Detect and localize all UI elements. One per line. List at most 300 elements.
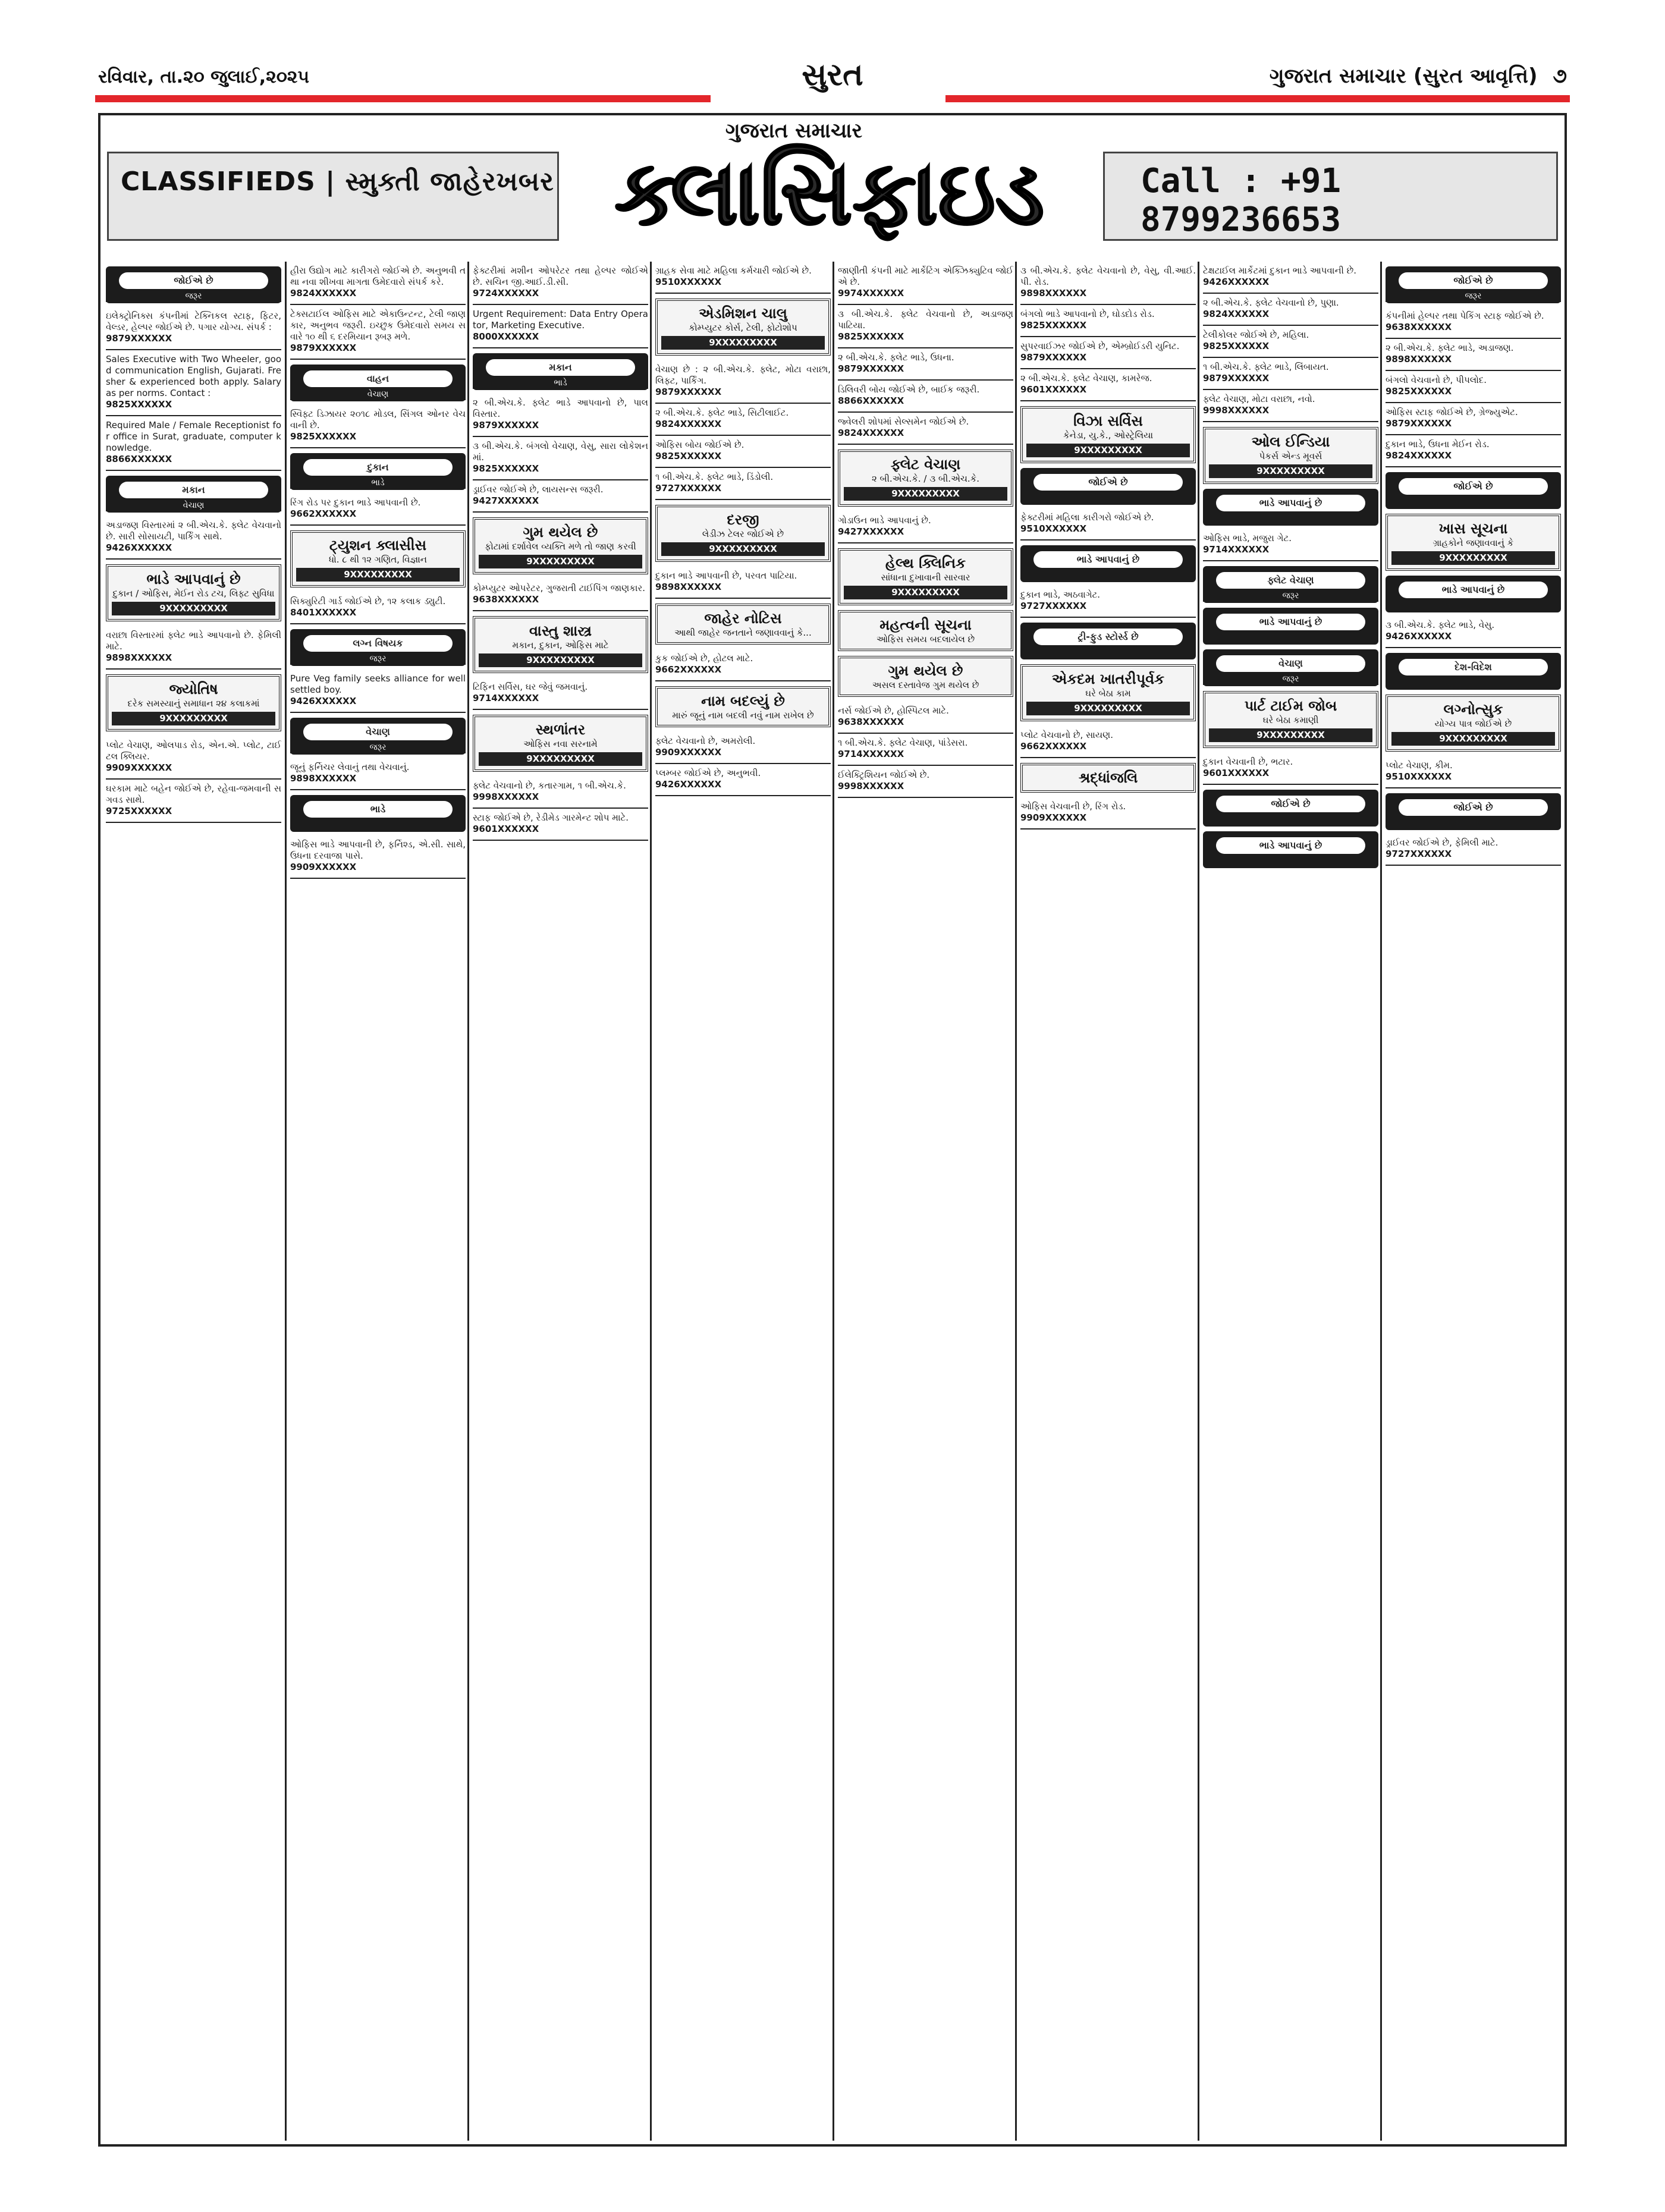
ad-phone: 9879XXXXXX [838,363,904,374]
category-title: ભાડે આપવાનું છે [1216,614,1365,630]
display-ad-heading: દરજી [727,511,759,528]
ad-text: ૧ બી.એચ.કે. ફ્લેટ વેચાણ, પાંડેસરા. [838,737,968,748]
publication-name: ગુજરાત સમાચાર (સુરત આવૃત્તિ) [1269,64,1538,88]
display-ad-box [655,686,831,727]
classified-ad [838,766,1013,798]
ad-text: ૩ બી.એચ.કે. બંગલો વેચાણ, વેસુ, સારા લોકેશનમાં. [473,441,648,463]
ad-phone: 9825XXXXXX [290,431,357,442]
ad-phone: 9427XXXXXX [473,495,539,506]
classified-ad [473,579,648,611]
classified-ad [106,626,281,670]
display-ad-text: દુકાન / ઓફિસ, મેઈન રોડ ટચ, લિફ્ટ સુવિધા [112,588,275,599]
classified-ad [655,436,831,468]
ad-text: ૨ બી.એચ.કે. ફ્લેટ ભાડે, સિટીલાઈટ. [655,407,789,418]
classified-banner [104,119,1561,250]
display-ad-text: કોમ્પ્યુટર કોર્સ, ટેલી, ફોટોશોપ [689,322,797,333]
display-ad-text: મકાન, દુકાન, ઓફિસ માટે [512,640,609,651]
classified-ad [1386,339,1561,371]
ad-phone: 9898XXXXXX [1386,354,1452,365]
display-ad-heading: શ્રદ્ધાંજલિ [1078,769,1138,786]
ad-text: ૧ બી.એચ.કે. ફ્લેટ ભાડે, લિંબાયત. [1203,362,1329,372]
display-ad-phone: 9XXXXXXXXX [1391,551,1555,565]
classified-ad [1386,756,1561,788]
display-ad-box [838,656,1013,697]
ad-text: ૩ બી.એચ.કે. ફ્લેટ ભાડે, વેસુ. [1386,620,1495,630]
column-6 [1015,262,1199,2141]
display-ad-text: પેકર્સ એન્ડ મૂવર્સ [1259,451,1322,461]
display-ad-phone: 9XXXXXXXXX [296,568,460,582]
classified-ad [290,592,466,624]
category-subtitle: જરૂર [290,741,466,753]
classified-ad [106,416,281,471]
classified-ad [1203,294,1378,326]
category-subtitle: વેચાણ [290,388,466,400]
classified-ad [1203,262,1378,294]
classified-ad [473,305,648,348]
classified-ad [838,305,1013,348]
category-header [106,266,281,303]
ad-text: ઈલેક્ટ્રિશિયન જોઈએ છે. [838,769,930,780]
display-ad-text: અસલ દસ્તાવેજ ગુમ થયેલ છે [872,680,979,690]
banner-left-title: CLASSIFIEDS | સ્મુક્તી જાહેરખબર [121,166,554,197]
display-ad-heading: જાહેર નોટિસ [704,610,782,627]
display-ad-text: ૨ બી.એચ.કે. / ૩ બી.એચ.કે. [871,473,980,484]
ad-text: નર્સ જોઈએ છે, હોસ્પિટલ માટે. [838,705,949,716]
ad-phone: 9898XXXXXX [655,582,722,592]
display-ad-heading: જ્યોતિષ [169,681,218,697]
edition-city: સુરત [802,57,863,93]
ad-text: કોમ્પ્યુટર ઓપરેટર, ગુજરાતી ટાઈપિંગ જાણકાર. [473,583,645,593]
display-ad-text: ઘરે બેઠા કામ [1085,688,1131,699]
ad-text: જાણીતી કંપની માટે માર્કેટિંગ એક્ઝિક્યુટિવ જોઈએ છે. [838,265,1013,287]
classified-ad [1386,435,1561,467]
ad-text: ઘરકામ માટે બહેન જોઈએ છે, રહેવા-જમવાની સગવડ સાથે. [106,783,281,805]
ad-text: જૂનું ફર્નિચર લેવાનું તથા વેચવાનું. [290,762,410,772]
category-title: ભાડે [303,801,453,818]
display-ad-box [1386,514,1561,571]
classified-ad [1203,529,1378,561]
ad-phone: 9974XXXXXX [838,288,904,299]
classified-ad [838,381,1013,413]
display-ad-heading: સ્થળાંતર [535,721,586,738]
display-ad-heading: ખાસ સૂચના [1438,520,1508,537]
display-ad-text: મારું જૂનું નામ બદલી નવું નામ રાખેલ છે [672,710,814,721]
ad-text: ડ્રાઈવર જોઈએ છે, ફેમિલી માટે. [1386,837,1498,848]
display-ad-text: યોગ્ય પાત્ર જોઈએ છે [1434,718,1512,729]
ad-phone: 8866XXXXXX [106,454,172,464]
ad-text: સુપરવાઈઝર જોઈએ છે, એમ્બ્રોઈડરી યુનિટ. [1020,341,1180,351]
classified-ad [106,350,281,416]
ad-text: ૩ બી.એચ.કે. ફ્લેટ વેચવાનો છે, વેસુ, વી.આઈ.પી. રોડ. [1020,265,1196,287]
category-title: ફ્લેટ વેચાણ [1216,572,1365,589]
column-5 [832,262,1017,2141]
category-subtitle: વેચાણ [106,499,281,511]
ad-text: ડ્રાઈવર જોઈએ છે, લાયસન્સ જરૂરી. [473,484,604,495]
classified-ad [1386,371,1561,403]
category-header [1203,831,1378,868]
ad-phone: 9510XXXXXX [1386,771,1452,782]
classified-ad [290,835,466,879]
ad-text: ૨ બી.એચ.કે. ફ્લેટ વેચાણ, કામરેજ. [1020,373,1152,384]
category-header [1020,545,1196,582]
ad-phone: 9727XXXXXX [1386,849,1452,859]
classified-ad [655,360,831,404]
ad-text: ઓફિસ ભાડે, મજુરા ગેટ. [1203,533,1292,543]
ad-text: સ્વિફ્ટ ડિઝાયર ૨૦૧૮ મોડલ, સિંગલ ઓનર વેચવાની છે. [290,409,466,431]
ad-text: કંપનીમાં હેલ્પર તથા પેકિંગ સ્ટાફ જોઈએ છે. [1386,310,1544,321]
call-number: Call : +91 8799236653 [1141,162,1342,239]
display-ad-phone: 9XXXXXXXXX [1209,728,1372,742]
display-ad-box [655,299,831,356]
display-ad-text: ગ્રાહકોને જણાવવાનું કે [1432,538,1514,548]
display-ad-box [838,450,1013,507]
ad-text: ૩ બી.એચ.કે. ફ્લેટ વેચવાનો છે, અડાજણ પાટિયા. [838,309,1013,331]
category-header [1020,468,1196,505]
column-content [469,262,652,841]
display-ad-text: ફોટામાં દર્શાવેલ વ્યક્તિ મળે તો જાણ કરવી [485,541,636,552]
category-title: જોઈએ છે [1399,272,1548,289]
display-ad-box [290,530,466,587]
display-ad-box [838,610,1013,651]
category-subtitle: જરૂર [1203,673,1378,685]
classified-ad [655,732,831,764]
display-ad-phone: 9XXXXXXXXX [479,653,642,667]
ad-text: વેચાણ છે : ૨ બી.એચ.કે. ફ્લેટ, મોટા વરાછા, લિફ્ટ, પાર્કિંગ. [655,364,831,386]
classified-ad [838,413,1013,445]
classified-ad [655,404,831,436]
column-content [834,262,1017,798]
classified-ad [473,394,648,437]
classified-ad [1020,337,1196,369]
display-ad-phone: 9XXXXXXXXX [844,487,1007,501]
display-ad-box [1203,691,1378,748]
issue-date: રવિવાર, તા.૨૦ જુલાઈ,૨૦૨૫ [98,67,310,87]
ad-phone: 9879XXXXXX [655,387,722,397]
ad-text: ૨ બી.એચ.કે. ફ્લેટ વેચવાનો છે, પુણા. [1203,297,1339,308]
display-ad-phone: 9XXXXXXXXX [112,602,275,615]
ad-text: ટેક્ષટાઈલ માર્કેટમાં દુકાન ભાડે આપવાની છે. [1203,265,1357,276]
display-ad-text: ઓફિસ સમય બદલાયેલ છે [876,634,975,645]
display-ad-box [473,517,648,574]
category-title: વાહન [303,370,453,387]
classified-ad [290,758,466,790]
ad-text: દુકાન ભાડે, ઉધના મેઈન રોડ. [1386,439,1490,450]
classified-columns [102,262,1563,2141]
ad-text: ફેક્ટરીમાં મહિલા કારીગરો જોઈએ છે. [1020,512,1154,523]
category-subtitle: ભાડે [473,377,648,389]
ad-phone: 9825XXXXXX [838,331,904,342]
category-header [473,353,648,390]
display-ad-phone: 9XXXXXXXXX [1391,732,1555,746]
classified-ad [1386,616,1561,648]
banner-right-box [1103,152,1558,241]
red-rule-right [945,95,1570,102]
ad-phone: 9998XXXXXX [473,791,539,802]
ad-text: કુક જોઈએ છે, હોટલ માટે. [655,653,753,664]
ad-phone: 9426XXXXXX [655,779,722,790]
category-header [1386,653,1561,690]
display-ad-heading: એડમિશન ચાલુ [699,305,787,322]
classified-ad [838,511,1013,543]
ad-phone: 9426XXXXXX [106,542,172,553]
classified-ad [473,678,648,710]
ad-text: પ્લોટ વેચાણ, ઓલપાડ રોડ, એન.એ. પ્લોટ, ટાઈટલ ક્લિયર. [106,740,281,762]
ad-text: પ્લોટ વેચાણ, કીમ. [1386,760,1453,771]
display-ad-box [1020,763,1196,793]
display-ad-box [1386,695,1561,752]
column-3 [467,262,652,2141]
category-header [290,629,466,666]
classified-ad [655,567,831,599]
classified-ad [473,437,648,480]
ad-phone: 9825XXXXXX [1020,320,1087,331]
ad-phone: 9909XXXXXX [655,747,722,758]
ad-phone: 9825XXXXXX [106,399,172,410]
category-header [1203,608,1378,645]
display-ad-heading: લગ્નોત્સુક [1443,701,1503,718]
classified-ad [473,809,648,841]
classified-ad [1203,390,1378,422]
ad-phone: 9909XXXXXX [1020,812,1087,823]
classified-ad [838,262,1013,305]
ad-phone: 8000XXXXXX [473,331,539,342]
ad-text: ઓફિસ સ્ટાફ જોઈએ છે, ગ્રેજ્યુએટ. [1386,407,1518,417]
ad-phone: 9714XXXXXX [1203,544,1270,555]
column-content [1199,262,1382,868]
ad-text: Required Male / Female Receptionist for office in Surat, graduate, computer knowledge. [106,420,281,453]
ad-text: Sales Executive with Two Wheeler, good communication English, Gujarati. Fresher & experienced both apply. Salary as per norms. Contact : [106,354,281,398]
category-subtitle: જરૂર [290,653,466,665]
classified-ad [1020,305,1196,337]
category-subtitle: જરૂર [106,290,281,302]
classified-ad [290,494,466,526]
classified-ad [1386,403,1561,435]
ad-phone: 9662XXXXXX [290,508,357,519]
ad-text: ગ્રાહક સેવા માટે મહિલા કર્મચારી જોઈએ છે. [655,265,812,276]
display-ad-heading: ભાડે આપવાનું છે [146,571,241,587]
display-ad-heading: નામ બદલ્યું છે [701,693,785,709]
ad-text: ટેક્સટાઈલ ઓફિસ માટે એકાઉન્ટન્ટ, ટેલી જાણકાર, અનુભવ જરૂરી. ઇચ્છુક ઉમેદવારો સમય સવારે ૧૦ થી ૬ દરમિયાન રૂબરૂ મળે. [290,309,466,342]
category-subtitle: જરૂર [1203,590,1378,602]
classified-ad [1020,797,1196,830]
ad-text: ૨ બી.એચ.કે. ફ્લેટ ભાડે, ઉધના. [838,352,954,363]
classified-ad [290,670,466,713]
ad-text: ફ્લેટ વેચવાનો છે, અમરોલી. [655,736,756,746]
display-ad-box [838,548,1013,605]
classified-ad [1020,508,1196,541]
classified-ad [106,736,281,780]
category-title: જોઈએ છે [119,272,268,289]
ad-phone: 9824XXXXXX [655,419,722,429]
category-header [1386,266,1561,303]
ad-phone: 9909XXXXXX [106,762,172,773]
category-header [1203,566,1378,603]
classified-ad [655,262,831,294]
display-ad-heading: વિઝા સર્વિસ [1073,413,1143,429]
ad-phone: 9825XXXXXX [655,451,722,461]
category-title: જોઈએ છે [1399,799,1548,816]
ad-text: દુકાન ભાડે, અઠવાગેટ. [1020,589,1101,600]
classified-ad [655,764,831,796]
category-header [106,476,281,513]
category-title: ભાડે આપવાનું છે [1216,495,1365,511]
display-ad-phone: 9XXXXXXXXX [1026,702,1190,715]
ad-text: ૨ બી.એચ.કે. ફ્લેટ ભાડે આપવાનો છે, પાલ વિસ્તાર. [473,397,648,419]
ad-text: બંગલો વેચવાનો છે, પીપલોદ. [1386,375,1487,385]
ad-phone: 9825XXXXXX [1386,386,1452,397]
display-ad-heading: પાર્ટ ટાઈમ જોબ [1244,697,1337,714]
banner-title-area [568,119,1091,250]
display-ad-box [1203,427,1378,484]
classified-ad [1203,753,1378,785]
category-header [290,795,466,832]
ad-phone: 9601XXXXXX [1203,768,1270,778]
classified-ad [655,468,831,500]
ad-text: હીરા ઉદ્યોગ માટે કારીગરો જોઈએ છે. અનુભવી તથા નવા શીખવા માગતા ઉમેદવારો સંપર્ક કરે. [290,265,466,287]
ad-phone: 9638XXXXXX [473,594,539,605]
ad-phone: 9426XXXXXX [1386,631,1452,642]
classified-ad [473,777,648,809]
ad-text: ગોડાઉન ભાડે આપવાનું છે. [838,515,931,526]
display-ad-heading: એકદમ ખાતરીપૂર્વક [1051,671,1165,687]
display-ad-phone: 9XXXXXXXXX [479,752,642,766]
classified-ad [473,262,648,305]
display-ad-text: ઘરે બેઠા કમાણી [1262,715,1319,725]
classified-ad [473,480,648,513]
ad-text: ઇલેક્ટ્રોનિક્સ કંપનીમાં ટેક્નિકલ સ્ટાફ, ફિટર, વેલ્ડર, હેલ્પર જોઈએ છે. પગાર યોગ્ય. સંપર્ક : [106,310,281,332]
classified-ad [838,702,1013,734]
category-title: ભાડે આપવાનું છે [1216,837,1365,854]
category-title: વેચાણ [1216,655,1365,672]
ad-phone: 9714XXXXXX [473,693,539,703]
display-ad-box [473,715,648,772]
ad-text: દુકાન ભાડે આપવાની છે, પરવત પાટિયા. [655,570,797,581]
ad-text: ઓફિસ ભાડે આપવાની છે, ફર્નિશ્ડ, એ.સી. સાથે, ઉધના દરવાજા પાસે. [290,839,466,861]
category-title: દુકાન [303,459,453,476]
ad-text: જ્વેલરી શોપમાં સેલ્સમેન જોઈએ છે. [838,416,969,427]
display-ad-heading: ફ્લેટ વેચાણ [890,456,961,473]
display-ad-phone: 9XXXXXXXXX [661,542,825,556]
ad-text: ઓફિસ વેચવાની છે, રિંગ રોડ. [1020,801,1126,812]
ad-text: દુકાન વેચવાની છે, ભટાર. [1203,756,1293,767]
ad-text: Urgent Requirement: Data Entry Operator, Marketing Executive. [473,309,648,331]
classified-ad [290,305,466,360]
ad-phone: 9879XXXXXX [1203,373,1270,384]
display-ad-box [655,505,831,562]
ad-phone: 8401XXXXXX [290,607,357,618]
display-ad-heading: મહત્વની સૂચના [879,617,972,633]
ad-text: ફ્લેટ વેચવાનો છે, કતારગામ, ૧ બી.એચ.કે. [473,780,626,791]
category-header [290,453,466,490]
ad-text: ઓફિસ બોય જોઈએ છે. [655,439,744,450]
ad-text: સ્ટાફ જોઈએ છે, રેડીમેડ ગારમેન્ટ શોપ માટે. [473,812,629,823]
display-ad-heading: ગુમ થયેલ છે [523,524,598,541]
ad-text: બંગલો ભાડે આપવાનો છે, ઘોડદોડ રોડ. [1020,309,1155,319]
classified-ad [1386,834,1561,866]
category-title: જોઈએ છે [1216,796,1365,812]
display-ad-heading: ઓલ ઈન્ડિયા [1251,433,1330,450]
category-title: મકાન [486,359,635,376]
ad-phone: 9879XXXXXX [473,420,539,431]
ad-phone: 9601XXXXXX [1020,384,1087,395]
ad-phone: 9879XXXXXX [1386,418,1452,429]
ad-text: પ્લોટ વેચવાનો છે, સાયણ. [1020,730,1113,740]
page-number: ૭ [1553,64,1567,88]
category-subtitle: ભાડે [290,477,466,489]
display-ad-box [106,674,281,731]
display-ad-text: ઓફિસ નવા સરનામે [523,739,598,749]
category-header [1203,489,1378,526]
column-content [1017,262,1199,830]
classified-ad [838,348,1013,381]
display-ad-box [106,564,281,621]
ad-text: ૨ બી.એચ.કે. ફ્લેટ ભાડે, અડાજણ. [1386,343,1514,353]
display-ad-heading: હેલ્થ ક્લિનિક [885,555,966,571]
ad-phone: 9714XXXXXX [838,749,904,759]
column-2 [285,262,469,2141]
display-ad-phone: 9XXXXXXXXX [1026,444,1190,457]
ad-phone: 9998XXXXXX [838,781,904,791]
category-title: લગ્ન વિષયક [303,635,453,652]
ad-phone: 9662XXXXXX [655,664,722,675]
classified-ad [1020,262,1196,305]
display-ad-box [655,604,831,645]
classified-ad [106,516,281,560]
display-ad-text: કેનેડા, યુ.કે., ઓસ્ટ્રેલિયા [1063,430,1154,441]
ad-phone: 8866XXXXXX [838,395,904,406]
ad-phone: 9510XXXXXX [1020,523,1087,534]
ad-text: પ્લમ્બર જોઈએ છે, અનુભવી. [655,768,761,778]
masthead-strip [0,0,1665,104]
classified-ad [290,262,466,305]
category-header [1203,790,1378,827]
ad-text: Pure Veg family seeks alliance for well settled boy. [290,673,466,695]
column-8 [1380,262,1565,2141]
category-title: મકાન [119,482,268,498]
classified-ad [838,734,1013,766]
category-header [1386,472,1561,509]
ad-text: ફ્લેટ વેચાણ, મોટા વરાછા, નવો. [1203,394,1315,404]
ad-phone: 9427XXXXXX [838,526,904,537]
category-title: જોઈએ છે [1399,478,1548,495]
category-title: ભાડે આપવાનું છે [1399,582,1548,598]
paper-name: ગુજરાત સમાચાર [725,119,863,143]
column-4 [650,262,834,2141]
banner-left-box [107,152,559,241]
ad-text: અડાજણ વિસ્તારમાં ૨ બી.એચ.કે. ફ્લેટ વેચવાનો છે. સારી સોસાયટી, પાર્કિંગ સાથે. [106,520,281,542]
classified-ad [1020,369,1196,401]
ad-phone: 9879XXXXXX [1020,352,1087,363]
column-1 [102,262,285,2141]
ad-phone: 9724XXXXXX [473,288,539,299]
ad-phone: 9825XXXXXX [473,463,539,474]
display-ad-phone: 9XXXXXXXXX [661,336,825,350]
ad-text: ૧ બી.એચ.કે. ફ્લેટ ભાડે, ડિંડોલી. [655,472,774,482]
ad-text: ડિલિવરી બોય જોઈએ છે, બાઈક જરૂરી. [838,384,980,395]
display-ad-phone: 9XXXXXXXXX [479,555,642,568]
ad-text: સિક્યુરિટી ગાર્ડ જોઈએ છે, ૧૨ કલાક ડ્યુટી. [290,596,446,607]
display-ad-heading: વાસ્તુ શાસ્ત્ર [529,623,592,639]
display-ad-phone: 9XXXXXXXXX [844,586,1007,599]
ad-text: ટિફિન સર્વિસ, ઘર જેવું જમવાનું. [473,681,588,692]
display-ad-text: લેડીઝ ટેલર જોઈએ છે [702,529,784,539]
category-header [1020,623,1196,659]
red-rule-left [95,95,711,102]
ad-phone: 9638XXXXXX [838,717,904,727]
column-content [287,262,469,879]
display-ad-text: દરેક સમસ્યાનું સમાધાન ૨૪ કલાકમાં [127,698,260,709]
ad-phone: 9601XXXXXX [473,824,539,834]
